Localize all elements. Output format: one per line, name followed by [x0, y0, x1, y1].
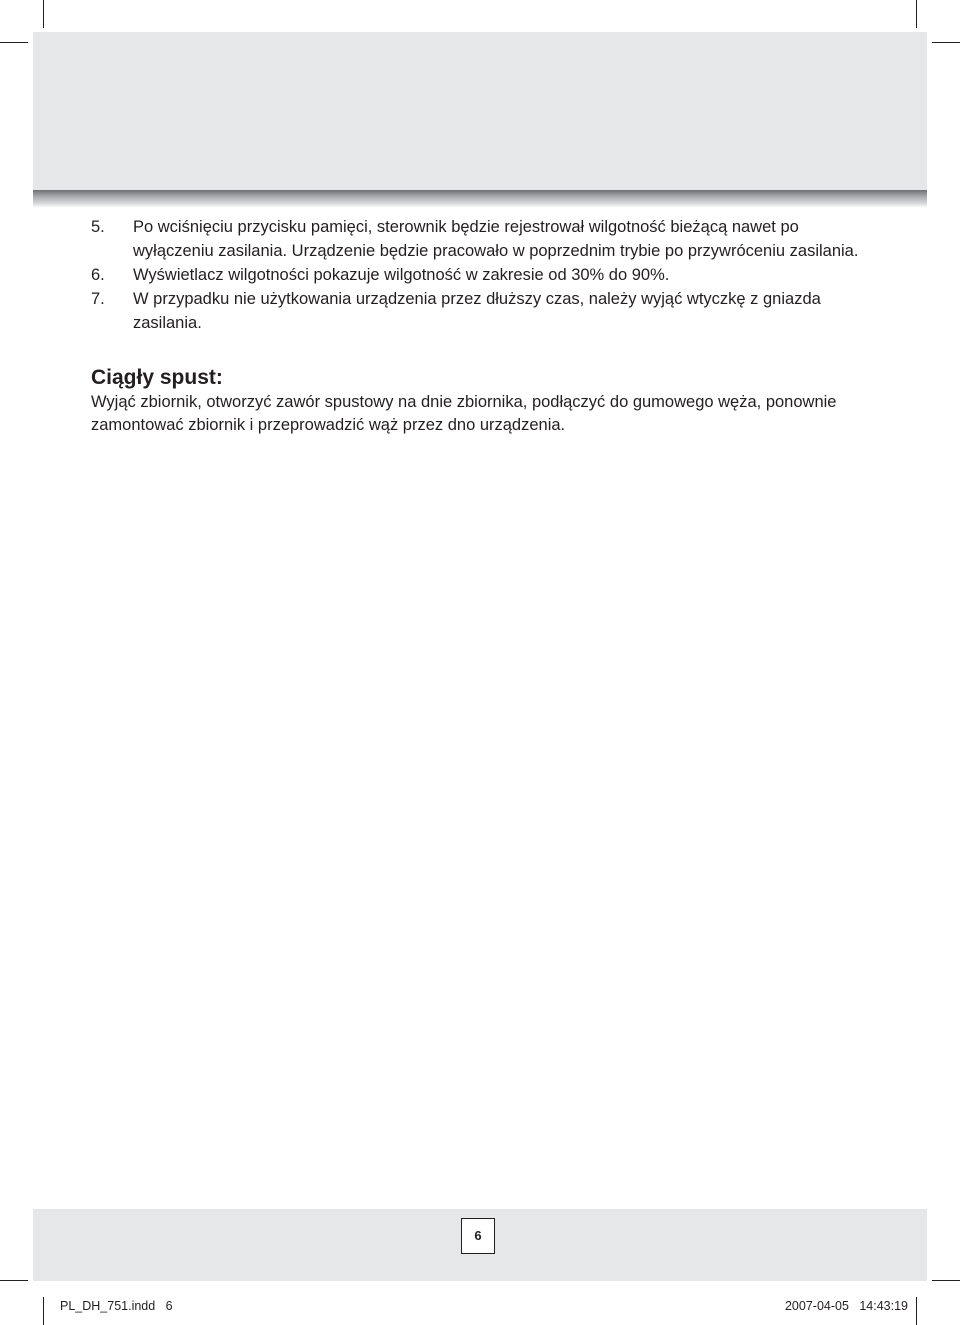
header-band [33, 32, 927, 190]
page-number: 6 [461, 1218, 495, 1254]
list-item [91, 263, 871, 287]
crop-mark-top-right-horizontal [932, 42, 960, 43]
section-body: Wyjąć zbiornik, otworzyć zawór spustowy na dnie zbiornika, podłączyć do gumowego węża, ponownie zamontować zbiornik i przeprowadzić wąż przez dno urządzenia. [91, 393, 837, 434]
file-slug: PL_DH_751.indd 6 [60, 1299, 173, 1313]
crop-mark-bottom-right-vertical [916, 1297, 917, 1325]
instruction-list [91, 215, 871, 335]
crop-mark-top-left-horizontal [0, 42, 28, 43]
crop-mark-bottom-right-horizontal [932, 1280, 960, 1281]
crop-mark-top-left-vertical [43, 0, 44, 28]
list-item [91, 287, 871, 335]
crop-mark-bottom-left-vertical [43, 1297, 44, 1325]
list-item-number: 6. [91, 266, 105, 284]
print-timestamp: 2007-04-05 14:43:19 [784, 1299, 908, 1313]
section-title: Ciągły spust: [91, 366, 223, 389]
list-item-number: 5. [91, 218, 105, 236]
header-shadow [33, 190, 927, 208]
list-item-text: Po wciśnięciu przycisku pamięci, sterownik będzie rejestrował wilgotność bieżącą nawet po wyłączeniu zasilania. Urządzenie będzie pracowało w poprzednim trybie po przywróceniu zasilania. [133, 218, 859, 260]
page-content [91, 215, 871, 437]
crop-mark-bottom-left-horizontal [0, 1280, 28, 1281]
list-item-text: Wyświetlacz wilgotności pokazuje wilgotność w zakresie od 30% do 90%. [133, 266, 670, 284]
crop-mark-top-right-vertical [916, 0, 917, 28]
list-item-number: 7. [91, 290, 105, 308]
list-item-text: W przypadku nie użytkowania urządzenia przez dłuższy czas, należy wyjąć wtyczkę z gniazda zasilania. [133, 290, 821, 332]
list-item [91, 215, 871, 263]
